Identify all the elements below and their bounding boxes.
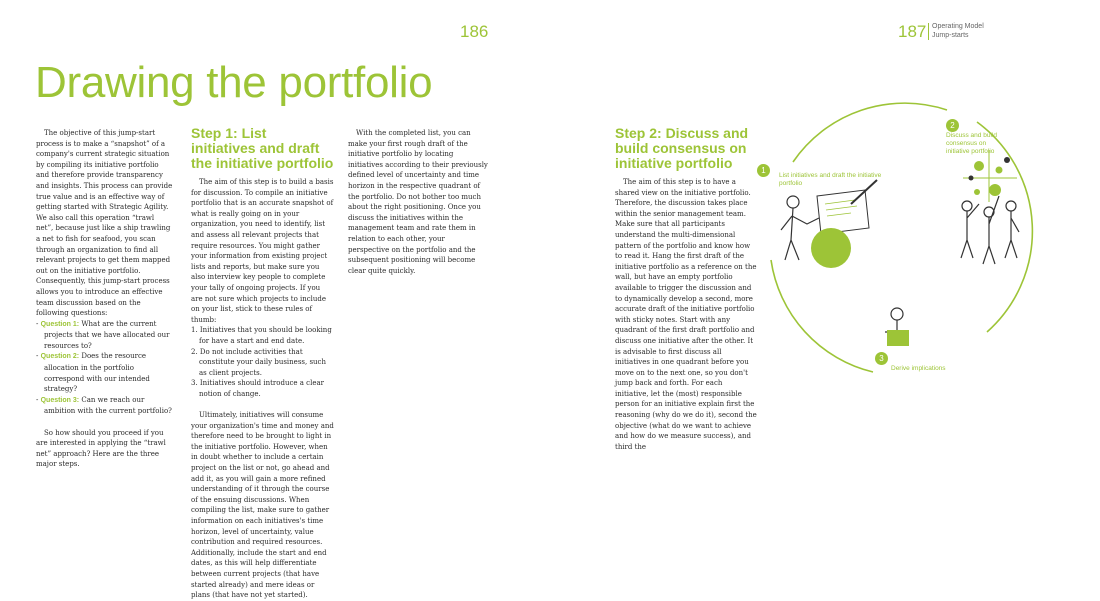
paragraph-gap: [36, 417, 173, 428]
question-label: Question 3:: [40, 396, 80, 404]
diagram-step3-label: Derive implications: [891, 365, 946, 372]
step1-paragraph-3: With the completed list, you can make your first rough draft of the initiative portfolio by locating initiatives according to their previously defined level of uncertainty and time horizon in the respective quadrant of the portfolio. Do not bother too much about the right positioning. Once you discuss the initiatives within the management team and rate them in relation to each other, your perspective on the portfolio and the subsequent positioning will become clear quite quickly.: [348, 129, 488, 275]
diagram-step2-number: 2: [946, 119, 959, 132]
section-label-line2: Jump-starts: [932, 31, 969, 39]
page-number-right: 187: [898, 22, 927, 41]
step1-heading: Step 1: List initiatives and draft the initiative portfolio: [191, 125, 334, 171]
process-cycle-illustration: [755, 100, 1055, 400]
page-title: Drawing the portfolio: [35, 58, 433, 107]
section-label: [928, 23, 984, 40]
question-item: - Question 2: Does the resource allocation in the portfolio correspond with our intended strategy?: [36, 352, 150, 394]
process-diagram: [755, 100, 1055, 400]
paragraph-gap: [191, 399, 334, 410]
diagram-step2-label: Discuss and build consensus on initiative portfolio: [946, 132, 997, 155]
rule-item: 3. Initiatives should introduce a clear notion of change.: [191, 379, 324, 398]
question-text: What are the current projects that we have allocated our resources to?: [44, 319, 170, 350]
report-book-illustration: [887, 330, 909, 346]
diagram-step1-number: 1: [757, 164, 770, 177]
step1-column-b: [348, 128, 488, 276]
step2-paragraph: The aim of this step is to have a shared view on the initiative portfolio. Therefore, the discussion takes place within the senior management team. Make sure that all participants understand the multi-dimensional pattern of the portfolio and know how to read it. Hang the first draft of the initiative portfolio as a reference on the wall, but have an empty portfolio available to trigger the discussion and to dynamically develop a second, more accurate draft of the initiative portfolio with sticky notes. Start with any quadrant of the first draft portfolio and discuss one initiative after the other. It is advisable to first discuss all initiatives in one quadrant before you move on to the next one, so you don't jump back and forth. For each initiative, let the (most) responsible person for an initiative explain first the reasoning (why do we do it), second the objective (what do we want to achieve and how do we measure success), and third the: [615, 178, 757, 451]
question-text: Can we reach our ambition with the current portfolio?: [44, 395, 172, 416]
question-label: Question 1:: [40, 320, 80, 328]
step2-column: [615, 125, 758, 452]
question-item: - Question 1: What are the current projects that we have allocated our resources to?: [36, 319, 170, 350]
question-item: - Question 3: Can we reach our ambition with the current portfolio?: [36, 395, 172, 416]
portfolio-dot-large: [811, 228, 851, 268]
section-label-line1: Operating Model: [932, 23, 984, 30]
page-number-left: 186: [460, 22, 489, 41]
intro-column: [36, 128, 173, 470]
document-sheet-illustration: [817, 180, 877, 234]
step1-column-a: [191, 125, 334, 601]
diagram-step1-label: List initiatives and draft the initiative portfolio: [779, 172, 882, 187]
rule-item: 2. Do not include activities that constitute your daily business, such as client projects.: [191, 347, 326, 377]
discussion-group-illustration: [961, 196, 1019, 264]
question-label: Question 2:: [40, 353, 80, 361]
intro-closing-paragraph: So how should you proceed if you are interested in applying the “trawl net” approach? Here are the three major steps.: [36, 428, 166, 469]
cycle-arc-left: [771, 260, 873, 372]
rule-item: 1. Initiatives that you should be looking for have a start and end date.: [191, 326, 332, 345]
step1-paragraph: The aim of this step is to build a basis for discussion. To compile an initiative portfolio that is an accurate snapshot of what is really going on in your organization, you need to identify, list and assess all relevant projects that require resources. You might gather your information from existing project lists and reports, but make sure you also interview key people to complete your tally of ongoing projects. If you are not sure which projects to include on your list, stick to these rules of thumb:: [191, 178, 334, 324]
question-text: Does the resource allocation in the portfolio correspond with our intended strategy?: [44, 352, 150, 394]
intro-paragraph: The objective of this jump-start process is to make a “snapshot” of a company's current strategic situation by compiling its initiative portfolio and therefore provide transparency and insights. This process can provide true value and is an effective way of getting started with Strategic Agility. We also call this operation “trawl net”, because just like a ship trawling a net to fish for seafood, you scan through an organization to find all relevant projects to get them mapped out on the initiative portfolio. Consequently, this jump-start process allows you to introduce an effective team discussion based on the following questions:: [36, 129, 173, 318]
step2-heading: Step 2: Discuss and build consensus on initiative portfolio: [615, 125, 749, 171]
portfolio-grid-illustration: [963, 150, 1017, 202]
step1-paragraph-2: Ultimately, initiatives will consume your organization's time and money and therefore need to be brought to light in the initiative portfolio. However, when in doubt whether to include a certain project on the list or not, go ahead and add it, as you will gain a more refined understanding of it through the course of the ensuing discussions. When compiling the list, make sure to gather information on each initiatives's time horizon, level of uncertainty, value contribution and required resources. Additionally, include the start and end dates, as this will help differentiate between current projects (that have started already) and mere ideas or plans (that have not yet started).: [191, 411, 334, 600]
diagram-step3-number: 3: [875, 352, 888, 365]
cycle-arc-top: [793, 103, 947, 162]
